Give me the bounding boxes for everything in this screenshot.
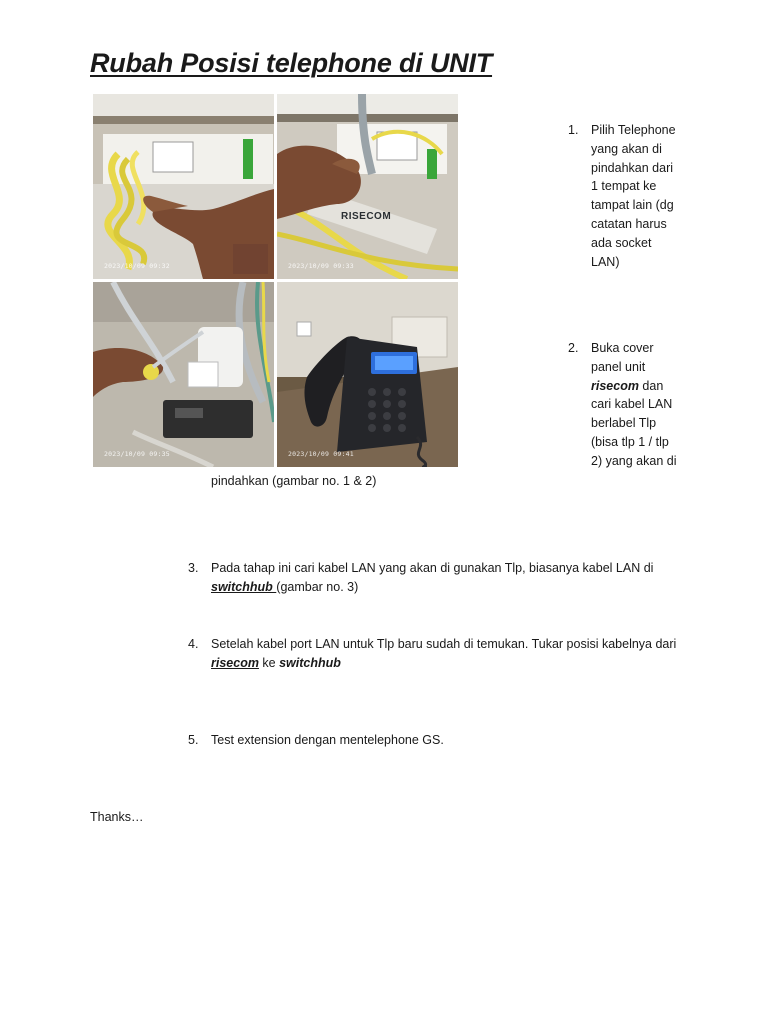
step-text: Pilih Telephone yang akan di pindahkan dari 1 tempat ke tampat lain (dg catatan harus ada socket LAN): [591, 123, 676, 269]
step-number: 4.: [188, 637, 199, 651]
panel-cables-image: [93, 94, 274, 279]
step-number: 2.: [568, 341, 579, 355]
step-2-continuation: pindahkan (gambar no. 1 & 2): [211, 474, 377, 488]
photo-timestamp: 2023/10/09 09:41: [288, 450, 354, 458]
photo-timestamp: 2023/10/09 09:35: [104, 450, 170, 458]
photo-telephone: [277, 282, 458, 467]
closing-text: Thanks…: [90, 810, 144, 824]
photo-grid: [93, 94, 458, 467]
switchhub-term: switchhub: [279, 655, 341, 670]
step-text-part: Setelah kabel port LAN untuk Tlp baru sudah di temukan. Tukar posisi kabelnya dari: [211, 637, 677, 651]
step-text: Test extension dengan mentelephone GS.: [211, 733, 444, 747]
step-text: [591, 339, 683, 471]
step-text: [211, 635, 691, 673]
step-text-part: (gambar no. 3): [276, 579, 359, 594]
telephone-image: [277, 282, 458, 467]
photo-timestamp: 2023/10/09 09:33: [288, 262, 354, 270]
step-text: [211, 559, 691, 597]
switchhub-image: [93, 282, 274, 467]
risecom-term: risecom: [591, 378, 639, 393]
step-number: 3.: [188, 561, 199, 575]
step-number: 1.: [568, 123, 579, 137]
risecom-label: RISECOM: [341, 211, 392, 222]
step-text-part: ke: [258, 655, 280, 670]
risecom-term: risecom: [211, 655, 259, 670]
switchhub-term: switchhub: [211, 579, 277, 594]
step-number: 5.: [188, 733, 199, 747]
step-text-part: Buka cover panel unit: [591, 341, 654, 374]
risecom-panel-image: [277, 94, 458, 279]
photo-switchhub: [93, 282, 274, 467]
step-text-part: dan cari kabel LAN berlabel Tlp (bisa tlp 1 / tlp 2) yang akan di: [591, 378, 677, 468]
step-text-part: Pada tahap ini cari kabel LAN yang akan di gunakan Tlp, biasanya kabel LAN di: [211, 561, 654, 575]
page-title: Rubah Posisi telephone di UNIT: [90, 48, 493, 78]
photo-timestamp: 2023/10/09 09:32: [104, 262, 170, 270]
photo-risecom-panel: [277, 94, 458, 279]
photo-panel-cables: [93, 94, 274, 279]
